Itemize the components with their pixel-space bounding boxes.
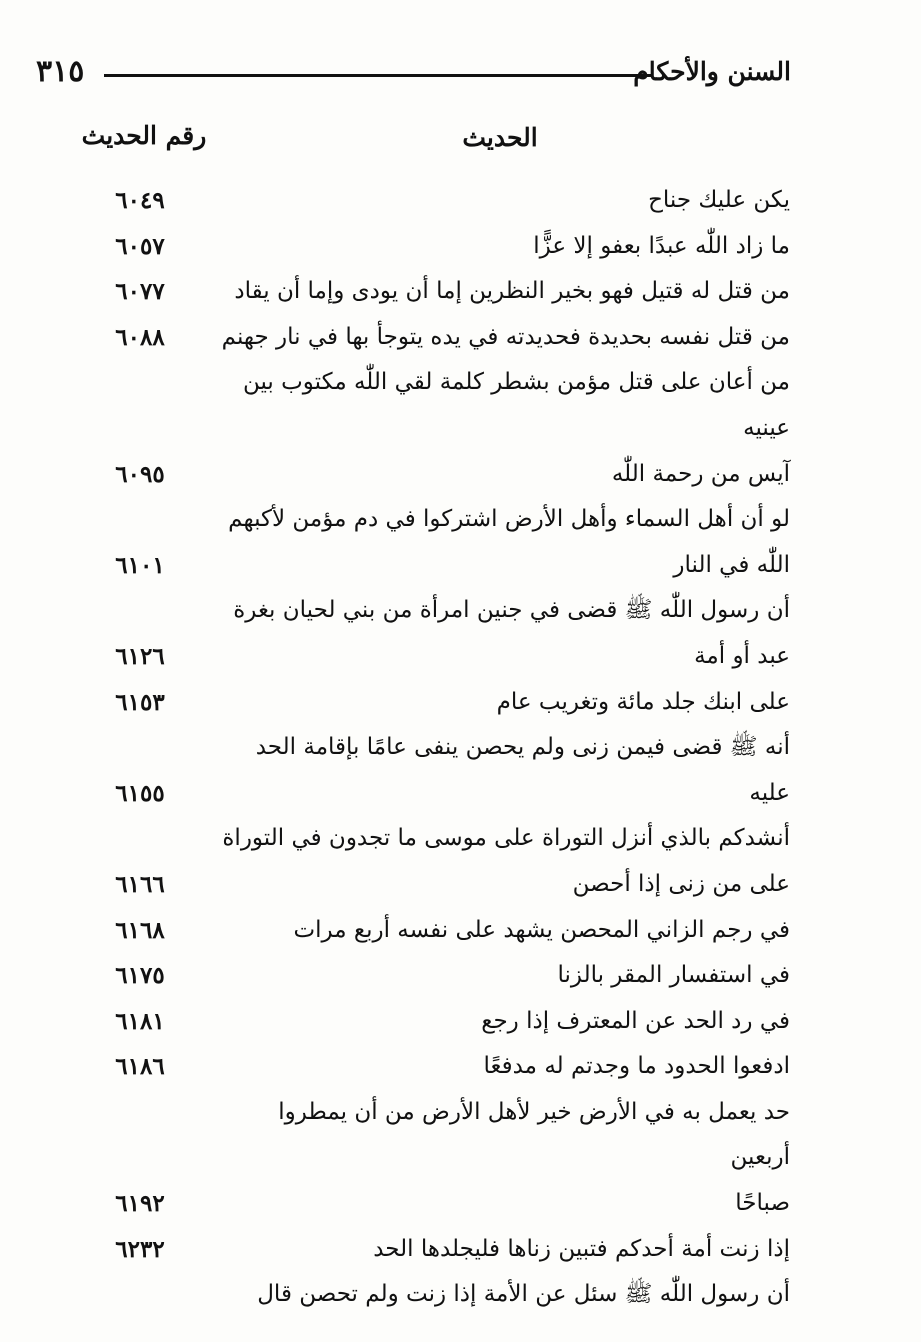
hadith-text-line: في رجم الزاني المحصن يشهد على نفسه أربع مرات [293,916,790,943]
hadith-number: ٦٠٧٧ [115,278,165,306]
hadith-text-line: من قتل له قتيل فهو بخير النظرين إما أن يودى وإما أن يقاد [234,278,790,305]
hadith-number: ٦١٥٣ [115,688,165,716]
hadith-number: ٦١٦٨ [115,916,165,944]
hadith-text [212,680,790,726]
hadith-number: ٦١٨٦ [115,1053,165,1081]
hadith-text [212,999,790,1045]
hadith-text-line: من قتل نفسه بحديدة فحديدته في يده يتوجأ بها في نار جهنم [221,323,790,350]
hadith-text-line: في استفسار المقر بالزنا [557,962,790,989]
hadith-number: ٦١٠١ [115,551,165,579]
hadith-text-line: أنه ﷺ قضى فيمن زنى ولم يحصن ينفى عامًا بإقامة الحد [255,734,790,761]
hadith-index-list [60,178,790,1318]
header-rule [104,74,652,77]
hadith-text-line: عبد أو أمة [694,642,790,669]
hadith-text [212,1227,790,1273]
hadith-number: ٦٢٣٢ [115,1235,165,1263]
hadith-text [212,178,790,224]
hadith-text [212,269,790,315]
hadith-text-line: يكن عليك جناح [648,187,790,213]
index-entry [60,725,790,816]
hadith-text-line: ما زاد اللّٰه عبدًا بعفو إلا عزًّا [533,232,790,259]
index-entry [60,953,790,999]
hadith-text-line: على ابنك جلد مائة وتغريب عام [496,688,790,715]
hadith-number: ٦٠٥٧ [115,232,165,260]
hadith-text-line: حد يعمل به في الأرض خير لأهل الأرض من أن يمطروا أربعين [278,1098,790,1171]
index-entry [60,497,790,588]
hadith-number: ٦١٩٢ [115,1190,165,1218]
hadith-number: ٦٠٤٩ [115,187,165,214]
hadith-text-line: عليه [749,779,790,806]
column-header-hadith-number: رقم الحديث [81,121,207,150]
hadith-text [212,908,790,954]
book-title: السنن والأحكام [633,57,791,86]
hadith-text [212,588,790,679]
index-entry [60,1090,790,1227]
hadith-text-line: في رد الحد عن المعترف إذا رجع [481,1007,790,1034]
index-entry [60,999,790,1045]
hadith-text [212,816,790,907]
hadith-text-line: صباحًا [735,1190,790,1217]
index-entry [60,908,790,954]
hadith-text [212,497,790,588]
hadith-text-line: على من زنى إذا أحصن [572,870,790,897]
hadith-text-line: ادفعوا الحدود ما وجدتم له مدفعًا [483,1053,790,1080]
index-entry [60,360,790,497]
hadith-text [212,360,790,497]
hadith-number: ٦١٨١ [115,1007,165,1035]
hadith-text-line: اللّٰه في النار [673,551,790,578]
column-header-hadith: الحديث [462,123,538,152]
hadith-text [212,1272,790,1318]
index-entry [60,680,790,726]
page-number: ٣١٥ [36,54,85,89]
hadith-text-line: أنشدكم بالذي أنزل التوراة على موسى ما تجدون في التوراة [222,825,790,852]
index-entry [60,1227,790,1273]
index-entry [60,588,790,679]
hadith-text-line: آيس من رحمة اللّٰه [611,460,790,487]
hadith-text-line: إذا زنت أمة أحدكم فتبين زناها فليجلدها الحد [373,1235,790,1262]
hadith-number: ٦٠٨٨ [115,323,165,351]
hadith-number: ٦٠٩٥ [115,460,165,488]
index-entry [60,816,790,907]
hadith-number: ٦١٦٦ [115,870,165,898]
hadith-text-line: من أعان على قتل مؤمن بشطر كلمة لقي اللّٰه مكتوب بين عينيه [242,369,790,441]
hadith-text-line: أن رسول اللّٰه ﷺ قضى في جنين امرأة من بني لحيان بغرة [233,597,790,624]
hadith-number: ٦١٢٦ [115,642,165,670]
hadith-text [212,1090,790,1227]
hadith-text [212,224,790,270]
index-entry [60,315,790,361]
hadith-number: ٦١٧٥ [115,962,165,990]
index-entry [60,224,790,270]
index-entry [60,1272,790,1318]
hadith-number: ٦١٥٥ [115,779,165,807]
hadith-text [212,725,790,816]
index-entry [60,178,790,224]
hadith-text-line: أن رسول اللّٰه ﷺ سئل عن الأمة إذا زنت ولم تحصن قال [257,1281,790,1308]
hadith-text-line: لو أن أهل السماء وأهل الأرض اشتركوا في دم مؤمن لأكبهم [228,506,790,533]
hadith-text [212,953,790,999]
hadith-text [212,315,790,361]
hadith-text [212,1044,790,1090]
index-entry [60,1044,790,1090]
index-entry [60,269,790,315]
